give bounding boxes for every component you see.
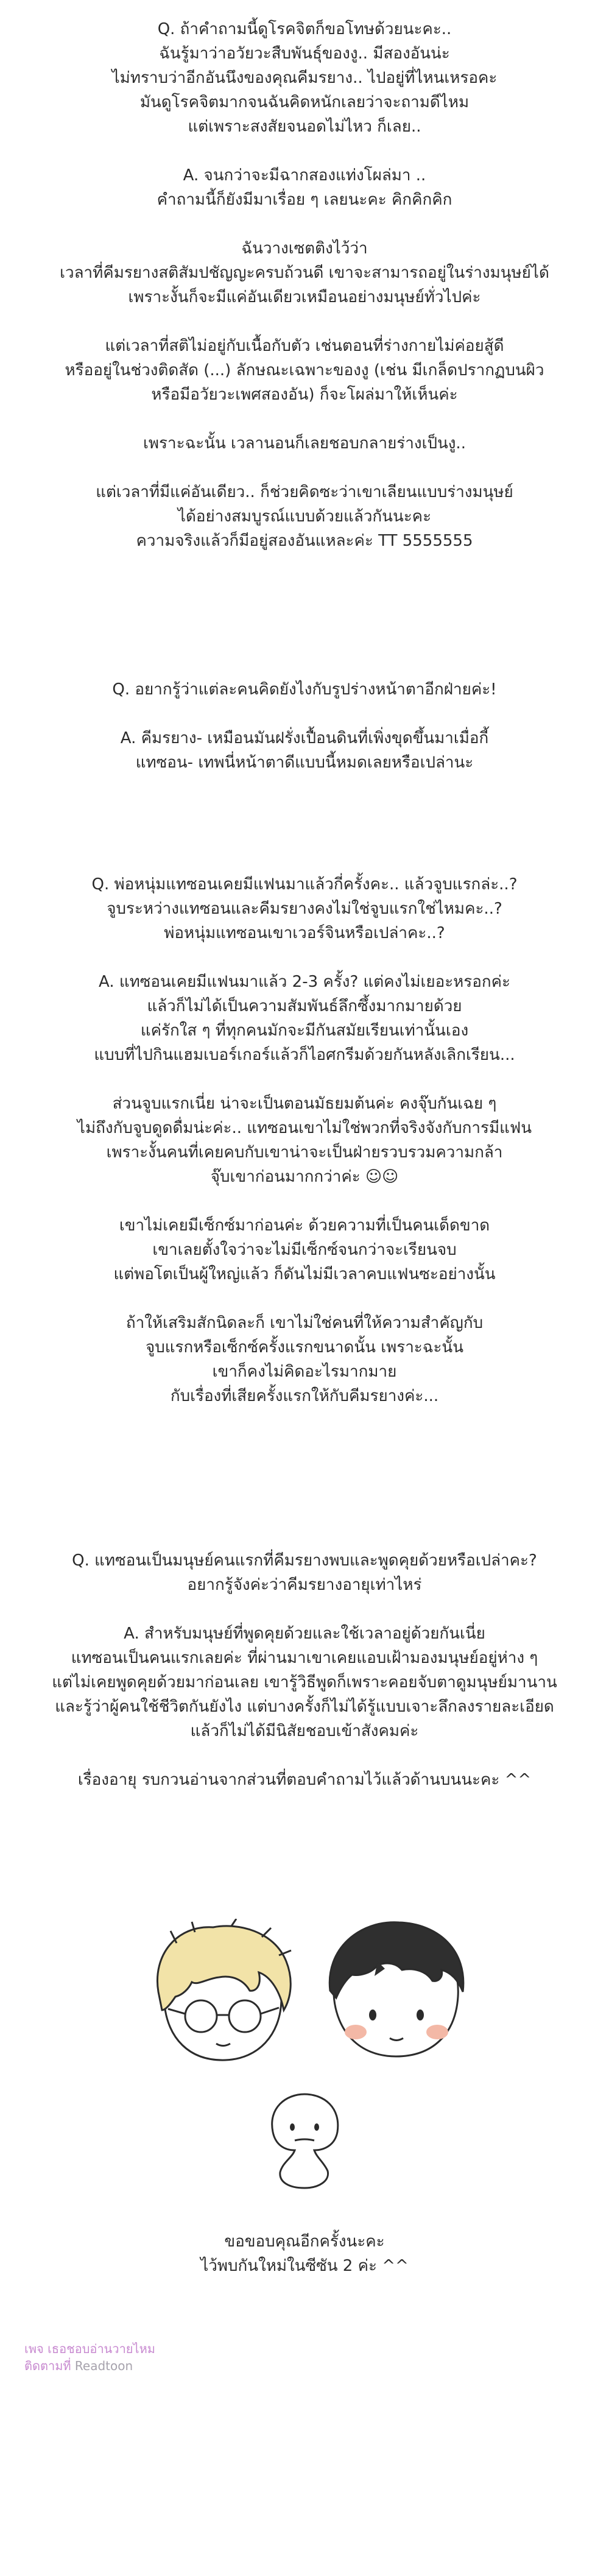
answer-line: คำถามนี้ก็ยังมีมาเรื่อย ๆ เลยนะคะ คิกคิกคิก: [157, 191, 452, 209]
answer-line: หรือมีอวัยวะเพศสองอัน) ก็จะโผล่มาให้เห็นค่ะ: [151, 386, 458, 404]
question-line: มันดูโรคจิตมากจนฉันคิดหนักเลยว่าจะถามดีไหม: [139, 93, 470, 111]
question-line: Q. อยากรู้ว่าแต่ละคนคิดยังไงกับรูปร่างหน้าตาอีกฝ่ายค่ะ!: [112, 680, 497, 699]
question-line: Q. แทซอนเป็นมนุษย์คนแรกที่คีมรยางพบและพูดคุยด้วยหรือเปล่าคะ?: [72, 1551, 537, 1570]
answer-line: แต่เวลาที่มีแค่อันเดียว.. ก็ช่วยคิดซะว่าเขาเลียนแบบร่างมนุษย์: [96, 483, 513, 501]
question-line: แต่เพราะสงสัยจนอดไม่ไหว ก็เลย..: [188, 118, 421, 136]
answer-line: หรืออยู่ในช่วงติดสัด (...) ลักษณะเฉพาะของงู (เช่น มีเกล็ดปรากฏบนผิว: [65, 361, 544, 379]
answer-line: ถ้าให้เสริมสักนิดละก็ เขาไม่ใช่คนที่ให้ความสำคัญกับ: [125, 1314, 484, 1332]
answer-line: เวลาที่คีมรยางสติสัมปชัญญะครบถ้วนดี เขาจะสามารถอยู่ในร่างมนุษย์ได้: [60, 264, 549, 282]
watermark: [24, 2340, 155, 2374]
answer-line: แทซอน- เทพนี่หน้าตาดีแบบนี้หมดเลยหรือเปล่านะ: [135, 753, 474, 772]
qa-block-2: [24, 677, 585, 775]
answer-line: ความจริงแล้วก็มีอยู่สองอันแหละค่ะ TT 5555555: [136, 532, 473, 550]
answer-line: ได้อย่างสมบูรณ์แบบด้วยแล้วกันนะคะ: [177, 507, 432, 526]
answer-line: เขาไม่เคยมีเซ็กซ์มาก่อนค่ะ ด้วยความที่เป็นคนเด็ดขาด: [119, 1216, 490, 1235]
answer-line: จูบแรกหรือเซ็กซ์ครั้งแรกขนาดนั้น เพราะฉะนั้น: [146, 1338, 463, 1357]
answer-line: แล้วก็ไม่ได้มีนิสัยชอบเข้าสังคมค่ะ: [190, 1722, 419, 1740]
question-line: ฉันรู้มาว่าอวัยวะสืบพันธุ์ของงู.. มีสองอันน่ะ: [159, 44, 450, 63]
qa-block-1: [24, 17, 585, 553]
answer-line: กับเรื่องที่เสียครั้งแรกให้กับคีมรยางค่ะ...: [170, 1387, 439, 1405]
question-line: จูบระหว่างแทซอนและคีมรยางคงไม่ใช่จูบแรกใช่ไหมคะ..?: [107, 900, 502, 918]
answer-line: แค่รักใส ๆ ที่ทุกคนมักจะมีกันสมัยเรียนเท่านั้นเอง: [140, 1022, 469, 1040]
answer-line: เพราะงั้นคนที่เคยคบกับเขาน่าจะเป็นฝ่ายรวบรวมความกล้า: [106, 1143, 503, 1162]
answer-line: A. จนกว่าจะมีฉากสองแท่งโผล่มา ..: [183, 166, 426, 185]
answer-line: เพราะงั้นก็จะมีแค่อันเดียวเหมือนอย่างมนุษย์ทั่วไปค่ะ: [128, 288, 481, 306]
answer-line: ไม่ถึงกับจูบดูดดื่มน่ะค่ะ.. แทซอนเขาไม่ใช่พวกที่จริงจังกับการมีแฟน: [77, 1119, 532, 1137]
answer-line: แต่ไม่เคยพูดคุยด้วยมาก่อนเลย เขารู้วิธีพูดก็เพราะคอยจับตาดูมนุษย์มานาน: [52, 1673, 557, 1692]
answer-line: แต่เวลาที่สติไม่อยู่กับเนื้อกับตัว เช่นตอนที่ร่างกายไม่ค่อยสู้ดี: [105, 337, 504, 355]
answer-line: แล้วก็ไม่ได้เป็นความสัมพันธ์ลึกซึ้งมากมายด้วย: [147, 997, 462, 1015]
dark-hair-character-icon: [317, 1919, 475, 2065]
answer-line: A. สำหรับมนุษย์ที่พูดคุยด้วยและใช้เวลาอยู่ด้วยกันเนี่ย: [124, 1625, 485, 1643]
question-line: Q. ถ้าคำถามนี้ดูโรคจิตก็ขอโทษด้วยนะคะ..: [157, 20, 452, 38]
snake-mascot-icon: [256, 2089, 353, 2193]
answer-line: เพราะฉะนั้น เวลานอนก็เลยชอบกลายร่างเป็นงู..: [143, 434, 466, 453]
answer-line: แบบที่ไปกินแฮมเบอร์เกอร์แล้วก็ไอศกรีมด้วยกันหลังเลิกเรียน...: [94, 1046, 515, 1064]
question-line: ไม่ทราบว่าอีกอันนึงของคุณคีมรยาง.. ไปอยู่ที่ไหนเหรอคะ: [111, 69, 498, 87]
answer-line: เรื่องอายุ รบกวนอ่านจากส่วนที่ตอบคำถามไว้แล้วด้านบนนะคะ ^^: [77, 1771, 532, 1789]
blonde-character-icon: [140, 1919, 304, 2071]
question-line: Q. พ่อหนุ่มแทซอนเคยมีแฟนมาแล้วกี่ครั้งคะ.. แล้วจูบแรกล่ะ..?: [91, 875, 518, 894]
answer-line: แต่พอโตเป็นผู้ใหญ่แล้ว ก็ดันไม่มีเวลาคบแฟนซะอย่างนั้น: [113, 1265, 496, 1283]
closing-line: ขอขอบคุณอีกครั้งนะคะ: [224, 2232, 385, 2251]
closing-line: ไว้พบกันใหม่ในซีซัน 2 ค่ะ ^^: [200, 2257, 409, 2275]
qa-block-3: [24, 872, 585, 1408]
answer-line: จุ๊บเขาก่อนมากกว่าค่ะ ☺☺: [210, 1168, 399, 1186]
closing-block: [24, 2229, 585, 2278]
answer-line: และรู้ว่าผู้คนใช้ชีวิตกันยังไง แต่บางครั้งก็ไม่ได้รู้แบบเจาะลึกลงรายละเอียด: [55, 1698, 554, 1716]
answer-line: แทซอนเป็นคนแรกเลยค่ะ ที่ผ่านมาเขาเคยแอบเฝ้ามองมนุษย์อยู่ห่าง ๆ: [71, 1649, 538, 1667]
answer-line: เขาเลยตั้งใจว่าจะไม่มีเซ็กซ์จนกว่าจะเรียนจบ: [152, 1241, 457, 1259]
question-line: พ่อหนุ่มแทซอนเขาเวอร์จินหรือเปล่าคะ..?: [164, 924, 445, 942]
answer-line: A. แทซอนเคยมีแฟนมาแล้ว 2-3 ครั้ง? แต่คงไม่เยอะหรอกค่ะ: [99, 973, 510, 991]
qa-block-4: [24, 1548, 585, 1792]
answer-line: ฉันวางเซตติงไว้ว่า: [241, 239, 368, 258]
answer-line: เขาก็คงไม่คิดอะไรมากมาย: [212, 1363, 397, 1381]
watermark-page-name: เพจ เธอชอบอ่านวายไหม: [24, 2341, 155, 2356]
answer-line: A. คีมรยาง- เหมือนมันฝรั่งเปื้อนดินที่เพิ่งขุดขึ้นมาเมื่อกี้: [120, 729, 489, 747]
watermark-follow-label: ติดตามที่: [24, 2359, 71, 2373]
question-line: อยากรู้จังค่ะว่าคีมรยางอายุเท่าไหร่: [187, 1576, 422, 1594]
answer-line: ส่วนจูบแรกเนี่ย น่าจะเป็นตอนมัธยมต้นค่ะ คงจุ๊บกันเฉย ๆ: [112, 1095, 497, 1113]
watermark-readtoon: Readtoon: [71, 2359, 133, 2373]
